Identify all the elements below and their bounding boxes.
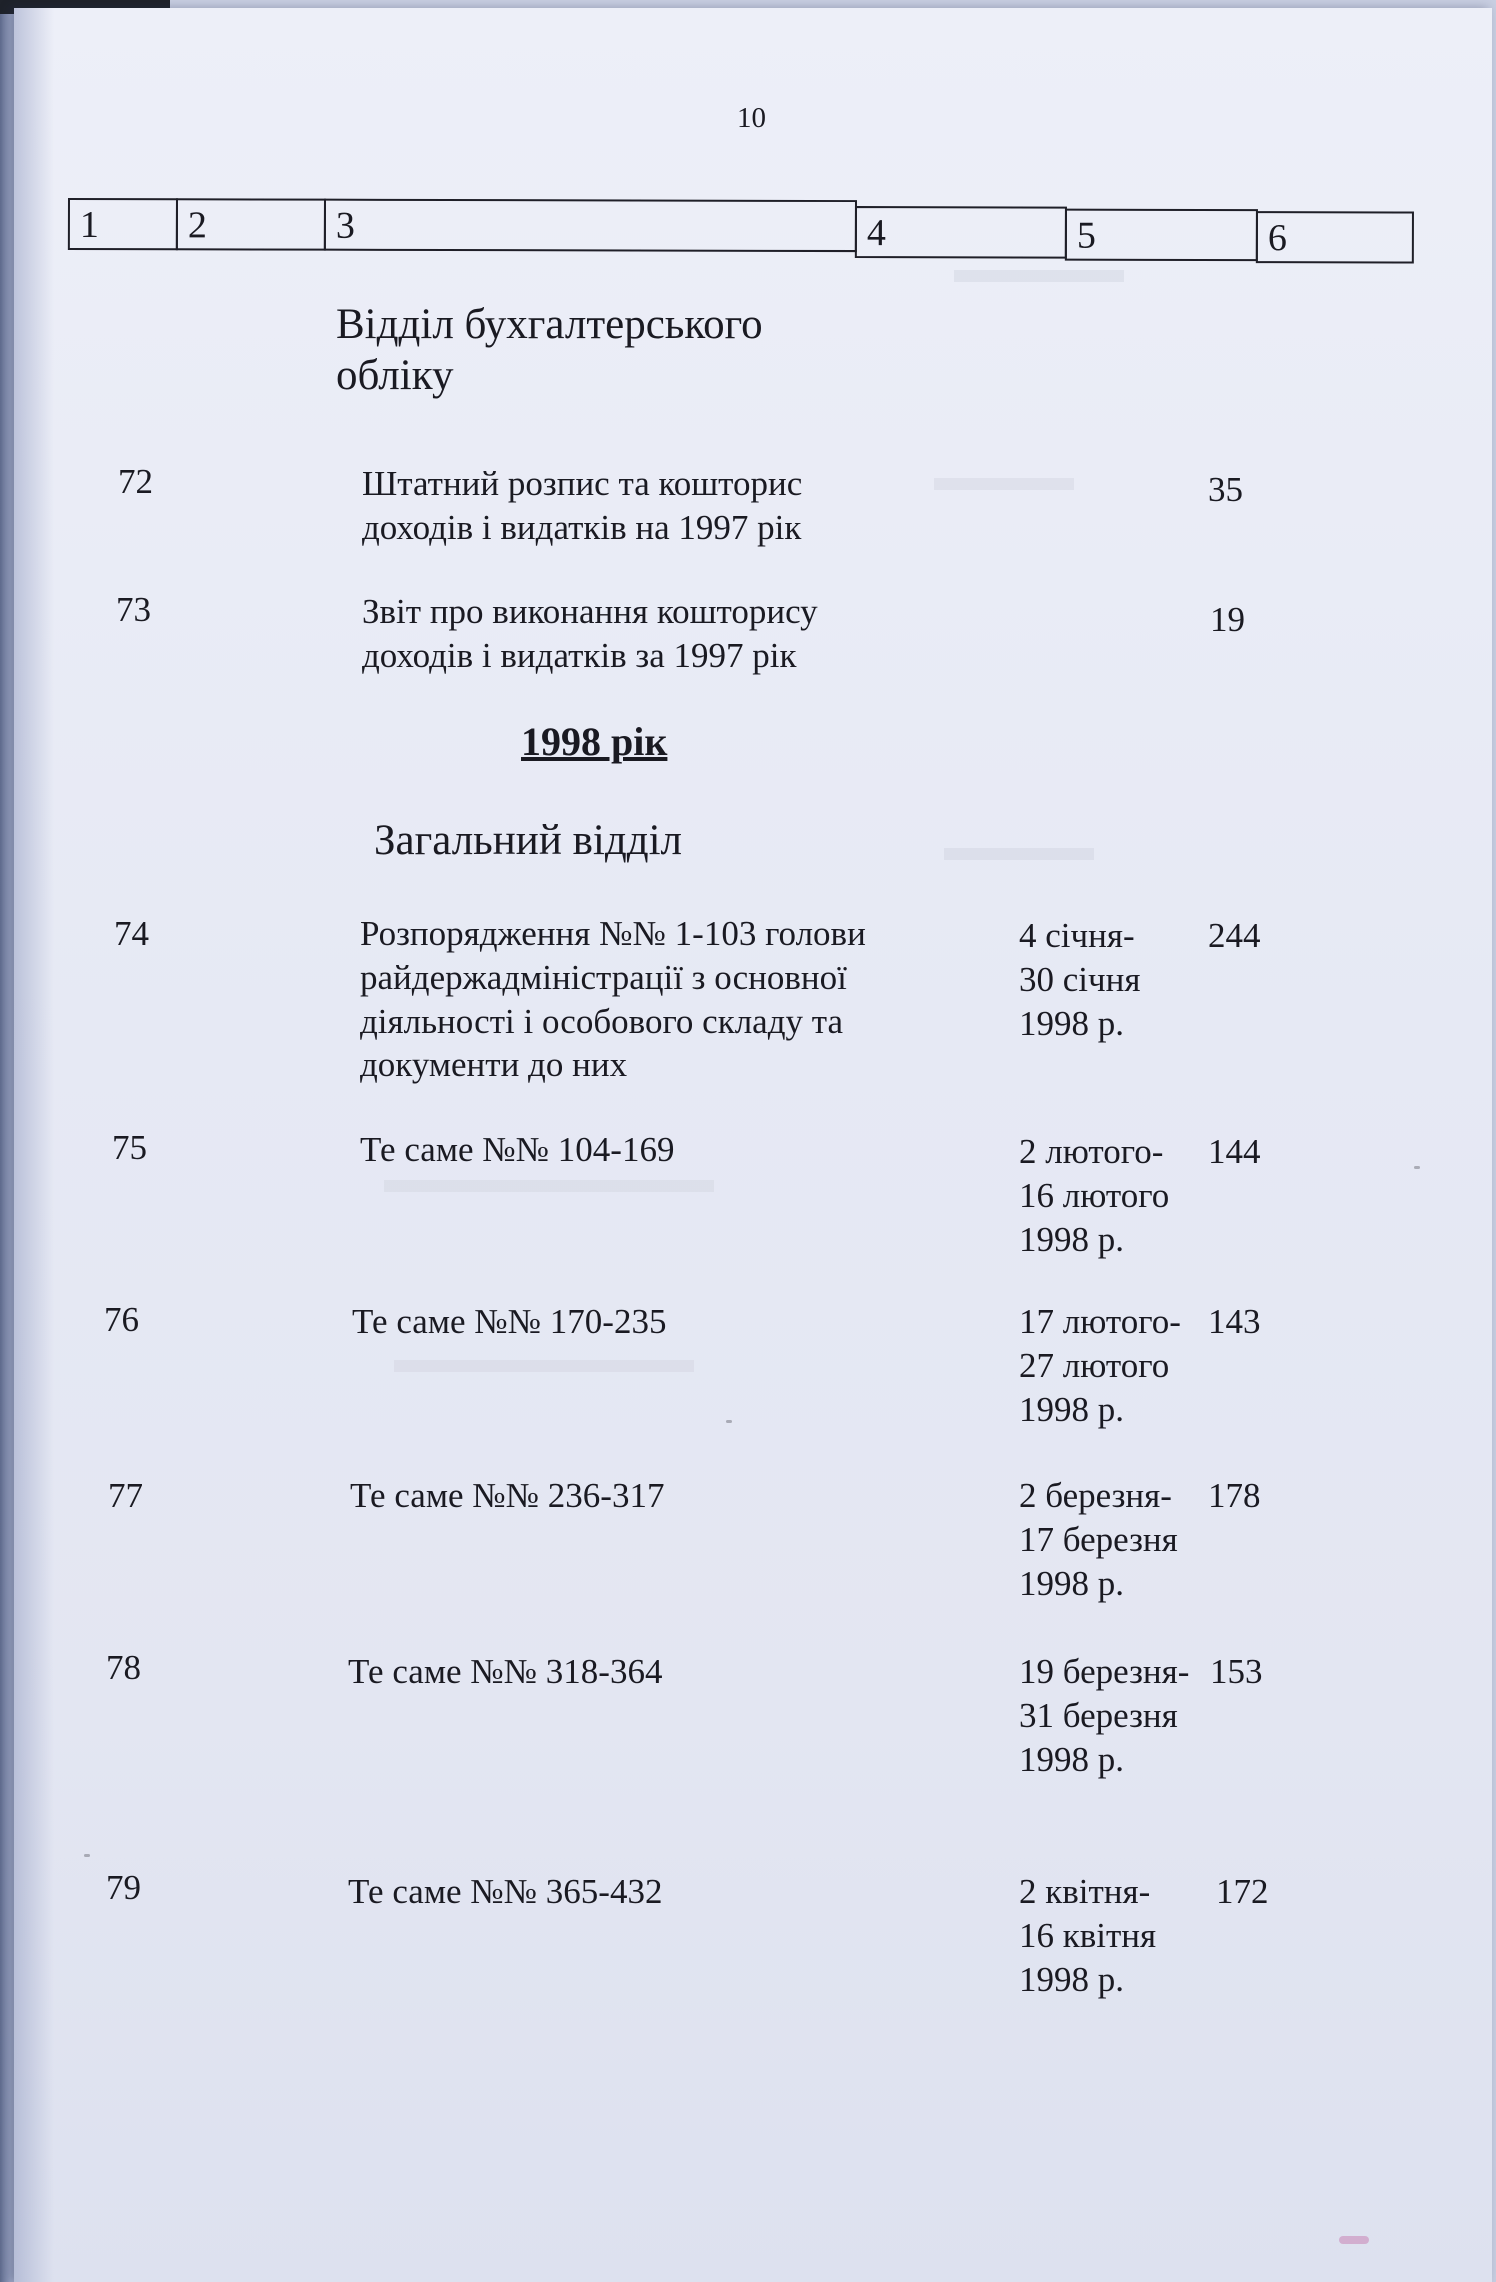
entry-number: 72	[118, 462, 153, 501]
entry-sheet-count: 35	[1208, 470, 1243, 509]
show-through-mark	[384, 1180, 714, 1192]
entry-dates: 2 березня- 17 березня 1998 р.	[1019, 1476, 1178, 1603]
entry-description: Те саме №№ 236-317	[350, 1476, 665, 1515]
paper-sheet	[14, 8, 1492, 2282]
show-through-mark	[394, 1360, 694, 1372]
entry-dates: 19 березня- 31 березня 1998 р.	[1019, 1652, 1190, 1779]
header-cell-2: 2	[176, 198, 326, 250]
show-through-mark	[944, 848, 1094, 860]
entry-number: 77	[108, 1476, 143, 1515]
entry-sheet-count: 153	[1210, 1652, 1263, 1691]
show-through-mark	[954, 270, 1124, 282]
header-cell-3: 3	[324, 199, 857, 252]
header-cell-4: 4	[855, 206, 1067, 259]
entry-description: Те саме №№ 318-364	[348, 1652, 663, 1691]
entry-dates: 4 січня- 30 січня 1998 р.	[1019, 916, 1141, 1043]
entry-number: 79	[106, 1868, 141, 1907]
paper-speck	[84, 1854, 90, 1857]
entry-dates: 2 квітня- 16 квітня 1998 р.	[1019, 1872, 1157, 1999]
entry-sheet-count: 144	[1208, 1132, 1261, 1171]
entry-number: 76	[104, 1300, 139, 1339]
entry-description: Те саме №№ 104-169	[360, 1130, 675, 1169]
show-through-mark	[934, 478, 1074, 490]
paper-speck	[726, 1420, 732, 1423]
entry-sheet-count: 172	[1216, 1872, 1269, 1911]
entry-description: Звіт про виконання кошторису доходів і видатків за 1997 рік	[362, 592, 818, 675]
entry-description: Те саме №№ 170-235	[352, 1302, 667, 1341]
entry-description: Те саме №№ 365-432	[348, 1872, 663, 1911]
paper-speck	[1414, 1166, 1420, 1169]
entry-number: 78	[106, 1648, 141, 1687]
entry-sheet-count: 244	[1208, 916, 1261, 955]
entry-number: 74	[114, 914, 149, 953]
section-title-general: Загальний відділ	[374, 817, 682, 864]
entry-dates: 17 лютого- 27 лютого 1998 р.	[1019, 1302, 1181, 1429]
entry-dates: 2 лютого- 16 лютого 1998 р.	[1019, 1132, 1170, 1259]
section-title-accounting: Відділ бухгалтерського обліку	[336, 301, 763, 399]
entry-number: 75	[112, 1128, 147, 1167]
header-cell-1: 1	[68, 198, 178, 250]
entry-sheet-count: 143	[1208, 1302, 1261, 1341]
ink-smudge	[1339, 2236, 1369, 2244]
page-number: 10	[737, 102, 766, 134]
header-cell-5: 5	[1065, 209, 1258, 262]
entry-sheet-count: 178	[1208, 1476, 1261, 1515]
year-heading: 1998 рік	[521, 719, 668, 764]
paper-edge-shadow	[14, 8, 54, 2282]
entry-number: 73	[116, 590, 151, 629]
entry-sheet-count: 19	[1210, 600, 1245, 639]
entry-description: Штатний розпис та кошторис доходів і видатків на 1997 рік	[362, 464, 803, 547]
header-cell-6: 6	[1256, 211, 1414, 263]
column-header-table	[68, 198, 1424, 262]
entry-description: Розпорядження №№ 1-103 голови райдержадміністрації з основної діяльності і особового складу та документи до них	[360, 914, 866, 1085]
